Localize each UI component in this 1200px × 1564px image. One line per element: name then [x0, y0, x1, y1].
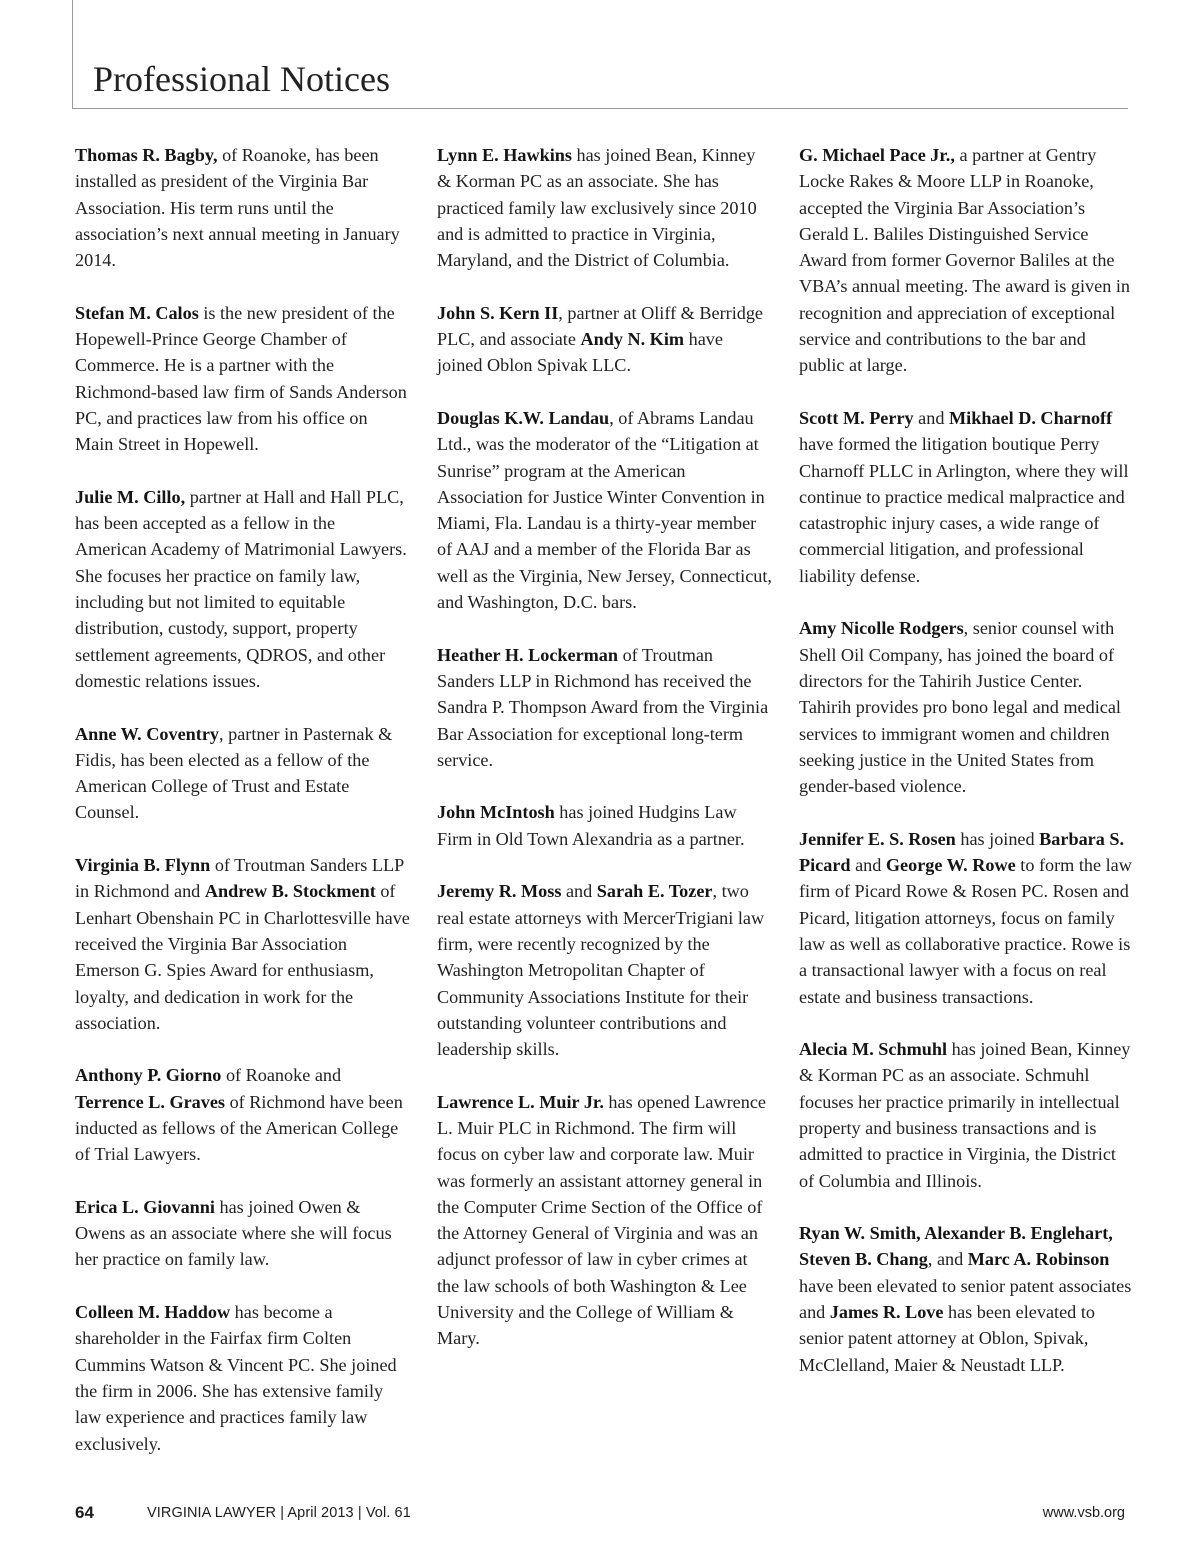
- notice-item: [437, 300, 772, 379]
- notice-item: [437, 799, 772, 852]
- notice-name: Terrence L. Graves: [75, 1091, 226, 1112]
- notice-text: has become a shareholder in the Fairfax firm Colten Cummins Watson & Vincent PC. She joined the firm in 2006. She has extensive family law experience and practices family law exclusively.: [75, 1302, 397, 1454]
- notice-text: has joined Bean, Kinney & Korman PC as an associate. Schmuhl focuses her practice primarily in intellectual property and business transactions and is admitted to practice in Virginia, the District of Columbia and Illinois.: [799, 1039, 1131, 1191]
- notice-name: James R. Love: [829, 1302, 944, 1323]
- notice-name: Stefan M. Calos: [75, 302, 199, 323]
- notice-name: Lawrence L. Muir Jr.: [437, 1091, 604, 1112]
- notices-column-1: [75, 142, 410, 1483]
- notice-name: Jeremy R. Moss: [437, 881, 562, 902]
- notice-name: Colleen M. Haddow: [75, 1302, 231, 1323]
- notice-text: , two real estate attorneys with MercerTrigiani law firm, were recently recognized by the Washington Metropolitan Chapter of Community Associations Institute for their outstanding volunteer contributions and leadership skills.: [437, 881, 765, 1060]
- notice-item: [437, 405, 772, 615]
- notice-text: has joined: [955, 828, 1040, 849]
- notice-name: Anne W. Coventry: [75, 723, 219, 744]
- notice-text: of Richmond have been inducted as fellows of the American College of Trial Lawyers.: [75, 1091, 403, 1165]
- notice-text: and: [850, 855, 886, 876]
- notice-name: Sarah E. Tozer: [596, 881, 713, 902]
- notice-item: [799, 615, 1134, 799]
- page-title: Professional Notices: [93, 59, 390, 99]
- notice-name: John McIntosh: [437, 802, 555, 823]
- notice-text: have formed the litigation boutique Perry Charnoff PLLC in Arlington, where they will continue to practice medical malpractice and catastrophic injury cases, a wide range of commercial litigation, and professional liability defense.: [799, 434, 1129, 586]
- notice-name: Erica L. Giovanni: [75, 1196, 215, 1217]
- notice-item: [799, 1220, 1134, 1378]
- notice-text: , senior counsel with Shell Oil Company, has joined the board of directors for the Tahirih Justice Center. Tahirih provides pro bono legal and medical services to immigrant women and children seeking justice in the United States from gender-based violence.: [799, 618, 1121, 797]
- notice-name: Mikhael D. Charnoff: [948, 407, 1113, 428]
- notice-text: partner at Hall and Hall PLC, has been accepted as a fellow in the American Academy of Matrimonial Lawyers. She focuses her practice on family law, including but not limited to equitable distribution, custody, support, property settlement agreements, QDROS, and other domestic relations issues.: [75, 486, 407, 691]
- notices-column-3: [799, 142, 1134, 1404]
- notice-name: Ryan W. Smith, Alexander B. Englehart, Steven B. Chang: [799, 1223, 1113, 1270]
- notice-text: to form the law firm of Picard Rowe & Rosen PC. Rosen and Picard, litigation attorneys, focus on family law as well as collaborative practice. Rowe is a transactional lawyer with a focus on real estate and business transactions.: [799, 855, 1132, 1007]
- notice-item: [799, 826, 1134, 1010]
- notice-name: Scott M. Perry: [799, 407, 914, 428]
- notices-column-2: [437, 142, 772, 1378]
- notice-item: [75, 300, 410, 458]
- notice-name: John S. Kern II: [437, 302, 559, 323]
- notice-text: , partner at Oliff & Berridge PLC, and associate: [437, 302, 764, 350]
- notice-name: G. Michael Pace Jr.,: [799, 145, 955, 165]
- notice-name: Douglas K.W. Landau: [437, 407, 610, 428]
- notice-name: Andy N. Kim: [580, 329, 685, 350]
- notice-text: of Troutman Sanders LLP in Richmond and: [75, 855, 404, 902]
- notice-name: Jennifer E. S. Rosen: [799, 828, 956, 849]
- notice-text: , and: [927, 1249, 968, 1270]
- notice-text: of Lenhart Obenshain PC in Charlottesville have received the Virginia Bar Association Emerson G. Spies Award for enthusiasm, loyalty, and dedication in work for the association.: [75, 881, 410, 1033]
- notice-name: Anthony P. Giorno: [75, 1065, 222, 1086]
- notice-text: have joined Oblon Spivak LLC.: [437, 329, 723, 376]
- notice-item: [437, 1089, 772, 1352]
- notice-name: Alecia M. Schmuhl: [799, 1039, 948, 1060]
- notice-text: of Roanoke, has been installed as president of the Virginia Bar Association. His term runs until the association’s next annual meeting in January 2014.: [75, 145, 400, 271]
- notice-name: Virginia B. Flynn: [75, 855, 211, 876]
- header-horizontal-rule: [72, 108, 1128, 109]
- notice-text: and: [913, 407, 949, 428]
- notice-item: [75, 1299, 410, 1457]
- notice-item: [75, 721, 410, 826]
- notice-item: [75, 484, 410, 694]
- notice-item: [799, 405, 1134, 589]
- notice-name: George W. Rowe: [885, 855, 1016, 876]
- notice-item: [437, 142, 772, 273]
- notice-item: [75, 1194, 410, 1273]
- publication-info: VIRGINIA LAWYER | April 2013 | Vol. 61: [147, 1505, 411, 1521]
- notice-name: Heather H. Lockerman: [437, 644, 619, 665]
- notice-text: have been elevated to senior patent associates and: [799, 1275, 1132, 1323]
- notice-name: Julie M. Cillo,: [75, 486, 186, 507]
- notice-name: Barbara S. Picard: [799, 828, 1125, 876]
- notice-name: Lynn E. Hawkins: [437, 145, 572, 165]
- notice-item: [75, 142, 410, 273]
- notice-item: [437, 878, 772, 1062]
- notice-text: , partner in Pasternak & Fidis, has been elected as a fellow of the American College of Trust and Estate Counsel.: [75, 723, 393, 823]
- notice-text: of Troutman Sanders LLP in Richmond has received the Sandra P. Thompson Award from the Virginia Bar Association for exceptional long-term service.: [437, 644, 769, 770]
- notice-text: a partner at Gentry Locke Rakes & Moore LLP in Roanoke, accepted the Virginia Bar Association’s Gerald L. Baliles Distinguished Service Award from former Governor Baliles at the VBA’s annual meeting. The award is given in recognition and appreciation of exceptional service and contributions to the bar and public at large.: [799, 145, 1131, 376]
- notice-item: [437, 642, 772, 773]
- notice-text: has been elevated to senior patent attorney at Oblon, Spivak, McClelland, Maier & Neustadt LLP.: [799, 1302, 1095, 1375]
- notice-text: has joined Hudgins Law Firm in Old Town Alexandria as a partner.: [437, 802, 745, 849]
- notice-name: Andrew B. Stockment: [204, 881, 376, 902]
- notice-text: of Roanoke and: [221, 1065, 342, 1086]
- notice-text: , of Abrams Landau Ltd., was the moderator of the “Litigation at Sunrise” program at the American Association for Justice Winter Convention in Miami, Fla. Landau is a thirty-year member of AAJ and a member of the Florida Bar as well as the Virginia, New Jersey, Connecticut, and Washington, D.C. bars.: [437, 407, 772, 613]
- page-number: 64: [75, 1503, 94, 1522]
- notice-item: [75, 852, 410, 1036]
- notice-text: has joined Owen & Owens as an associate where she will focus her practice on family law.: [75, 1196, 392, 1270]
- notice-name: Amy Nicolle Rodgers: [799, 618, 964, 639]
- notice-name: Thomas R. Bagby,: [75, 145, 218, 165]
- header-vertical-rule: [72, 0, 73, 108]
- notice-text: has opened Lawrence L. Muir PLC in Richmond. The firm will focus on cyber law and corporate law. Muir was formerly an assistant attorney general in the Computer Crime Section of the Office of the Attorney General of Virginia and was an adjunct professor of law in cyber crimes at the law schools of both Washington & Lee University and the College of William & Mary.: [437, 1091, 766, 1349]
- notice-item: [799, 142, 1134, 379]
- website-link[interactable]: www.vsb.org: [1042, 1505, 1125, 1521]
- notice-text: and: [561, 881, 597, 902]
- notice-item: [799, 1036, 1134, 1194]
- notice-text: is the new president of the Hopewell-Prince George Chamber of Commerce. He is a partner with the Richmond-based law firm of Sands Anderson PC, and practices law from his office on Main Street in Hopewell.: [75, 302, 407, 455]
- notice-name: Marc A. Robinson: [967, 1249, 1110, 1270]
- notice-item: [75, 1062, 410, 1167]
- notice-text: has joined Bean, Kinney & Korman PC as an associate. She has practiced family law exclusively since 2010 and is admitted to practice in Virginia, Maryland, and the District of Columbia.: [437, 145, 757, 271]
